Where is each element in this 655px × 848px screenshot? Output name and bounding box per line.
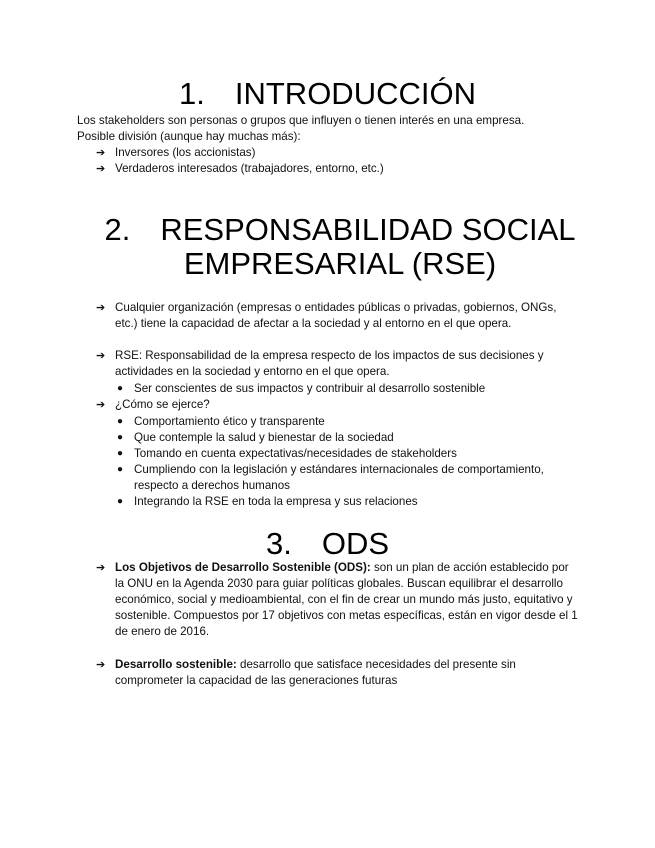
arrow-icon: ➔	[96, 562, 106, 574]
section-2-number: 2.	[104, 212, 131, 247]
list-item-text: Cualquier organización (empresas o entidades públicas o privadas, gobiernos, ONGs, etc.) tiene la capacidad de afectar a la sociedad y al entorno en el que opera.	[115, 301, 557, 330]
list-item	[115, 494, 578, 510]
bullet-icon: ●	[117, 464, 124, 475]
list-item	[115, 381, 578, 397]
section-3-heading-wrap	[0, 527, 655, 561]
section-1-heading	[0, 77, 655, 111]
arrow-icon: ➔	[96, 163, 106, 175]
list-item-text: Tomando en cuenta expectativas/necesidades de stakeholders	[134, 447, 457, 460]
bullet-icon: ●	[117, 383, 124, 394]
ods-definition: son un plan de acción establecido por la ONU en la Agenda 2030 para guiar políticas globales. Buscan equilibrar el desarrollo económico, social y medioambiental, con el fin de crear un mundo más justo, equitativo y sostenible. Compuestos por 17 objetivos con metas específicas, están en vigor desde el 1 de enero de 2016.	[115, 561, 578, 638]
section-2-title-line-2: EMPRESARIAL (RSE)	[183, 246, 497, 281]
bullet-icon: ●	[117, 496, 124, 507]
intro-paragraph	[77, 113, 597, 145]
section-1-heading-wrap	[0, 77, 655, 111]
list-item-text: Inversores (los accionistas)	[115, 146, 256, 159]
stakeholder-list	[96, 145, 566, 177]
section-1-title: INTRODUCCIÓN	[234, 76, 476, 111]
section-2-heading-wrap	[60, 213, 620, 281]
list-item	[115, 414, 578, 430]
list-item-text: Cumpliendo con la legislación y estándares internacionales de comportamiento, respecto a derechos humanos	[134, 463, 544, 492]
rse-list	[96, 348, 578, 380]
sustainable-definition: desarrollo que satisface necesidades del presente sin comprometer la capacidad de las generaciones futuras	[115, 658, 516, 687]
bullet-icon: ●	[117, 432, 124, 443]
section-1-number: 1.	[179, 76, 205, 111]
list-item	[96, 145, 566, 161]
list-item-text: ¿Cómo se ejerce?	[115, 398, 210, 411]
list-item-text: Verdaderos interesados (trabajadores, entorno, etc.)	[115, 162, 384, 175]
ods-item-1	[96, 560, 580, 640]
list-item-text: Comportamiento ético y transparente	[134, 415, 325, 428]
rse-sublist-2	[96, 414, 578, 510]
list-item	[96, 657, 580, 689]
list-item	[96, 161, 566, 177]
arrow-icon: ➔	[96, 659, 106, 671]
list-item	[96, 348, 578, 380]
bullet-icon: ●	[117, 416, 124, 427]
section-3-number: 3.	[265, 526, 292, 561]
list-item-text: Integrando la RSE en toda la empresa y sus relaciones	[134, 495, 418, 508]
bullet-icon: ●	[117, 448, 124, 459]
list-item	[96, 397, 578, 413]
intro-line-1: Los stakeholders son personas o grupos que influyen o tienen interés en una empresa.	[77, 114, 525, 127]
list-item	[96, 560, 580, 640]
section-3-heading	[0, 527, 655, 561]
section-3-title: ODS	[321, 526, 390, 561]
section-2-heading	[60, 213, 620, 281]
list-item-text: RSE: Responsabilidad de la empresa respecto de los impactos de sus decisiones y actividades en la sociedad y entorno en el que opera.	[115, 349, 544, 378]
arrow-icon: ➔	[96, 302, 106, 314]
arrow-icon: ➔	[96, 399, 106, 411]
list-item	[115, 462, 578, 494]
ods-item-2	[96, 657, 580, 689]
list-item-text: Que contemple la salud y bienestar de la sociedad	[134, 431, 394, 444]
intro-line-2: Posible división (aunque hay muchas más):	[77, 130, 301, 143]
ods-term: Los Objetivos de Desarrollo Sostenible (ODS):	[115, 561, 371, 574]
rse-sublist-1	[96, 381, 578, 397]
arrow-icon: ➔	[96, 147, 106, 159]
section-2-title-line-1: RESPONSABILIDAD SOCIAL	[160, 212, 576, 247]
rse-how-item	[96, 397, 578, 413]
list-item	[115, 430, 578, 446]
list-item	[96, 300, 568, 332]
arrow-icon: ➔	[96, 350, 106, 362]
list-item-text: Ser conscientes de sus impactos y contribuir al desarrollo sostenible	[134, 382, 486, 395]
rse-item-1	[96, 300, 568, 332]
list-item	[115, 446, 578, 462]
sustainable-term: Desarrollo sostenible:	[115, 658, 237, 671]
